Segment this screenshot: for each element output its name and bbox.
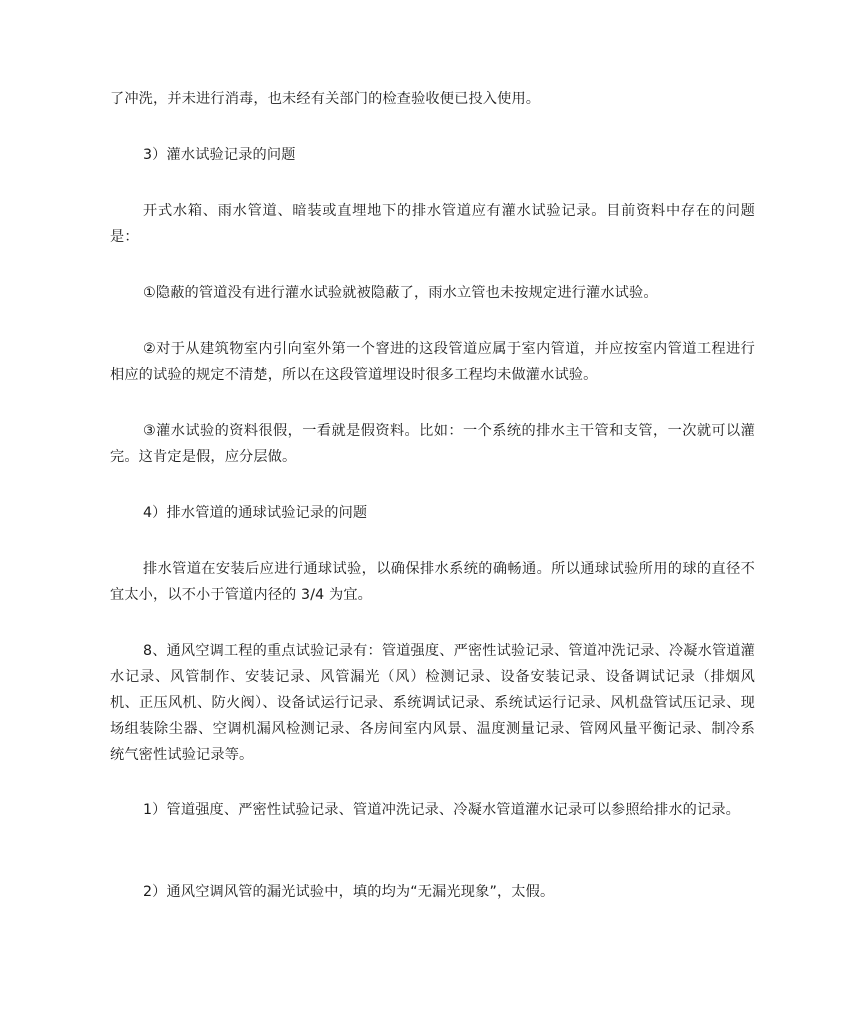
paragraph-hvac-key-records: 8、通风空调工程的重点试验记录有：管道强度、严密性试验记录、管道冲洗记录、冷凝水管道灌水记录、风管制作、安装记录、风管漏光（风）检测记录、设备安装记录、设备调试记录（排烟风机、正压风机、防火阀）、设备试运行记录、系统调试记录、系统试运行记录、风机盘管试压记录、现场组装除尘器、空调机漏风检测记录、各房间室内风景、温度测量记录、管网风量平衡记录、制冷系统气密性试验记录等。 — [110, 643, 755, 763]
paragraph-hvac-item-1: 1）管道强度、严密性试验记录、管道冲洗记录、冷凝水管道灌水记录可以参照给排水的记录。 — [143, 802, 741, 818]
paragraph-hvac-item-2: 2）通风空调风管的漏光试验中，填的均为“无漏光现象”，太假。 — [143, 884, 555, 900]
section-heading-ball-test: 4）排水管道的通球试验记录的问题 — [143, 505, 368, 521]
list-item-3: ③灌水试验的资料很假，一看就是假资料。比如：一个系统的排水主干管和支管，一次就可以灌完。这肯定是假，应分层做。 — [110, 423, 755, 465]
paragraph-continuation: 了冲洗，并未进行消毒，也未经有关部门的检查验收便已投入使用。 — [110, 91, 541, 107]
section-heading-water-filling-test: 3）灌水试验记录的问题 — [143, 147, 296, 163]
list-item-2: ②对于从建筑物室内引向室外第一个窨进的这段管道应属于室内管道，并应按室内管道工程进行相应的试验的规定不清楚，所以在这段管道埋设时很多工程均未做灌水试验。 — [110, 341, 755, 383]
list-item-1: ①隐蔽的管道没有进行灌水试验就被隐蔽了，雨水立管也未按规定进行灌水试验。 — [143, 285, 658, 301]
paragraph-ball-test: 排水管道在安装后应进行通球试验，以确保排水系统的确畅通。所以通球试验所用的球的直径不宜太小，以不小于管道内径的 3/4 为宜。 — [110, 561, 755, 603]
paragraph-water-filling-requirements: 开式水箱、雨水管道、暗装或直埋地下的排水管道应有灌水试验记录。目前资料中存在的问题是： — [110, 203, 755, 245]
